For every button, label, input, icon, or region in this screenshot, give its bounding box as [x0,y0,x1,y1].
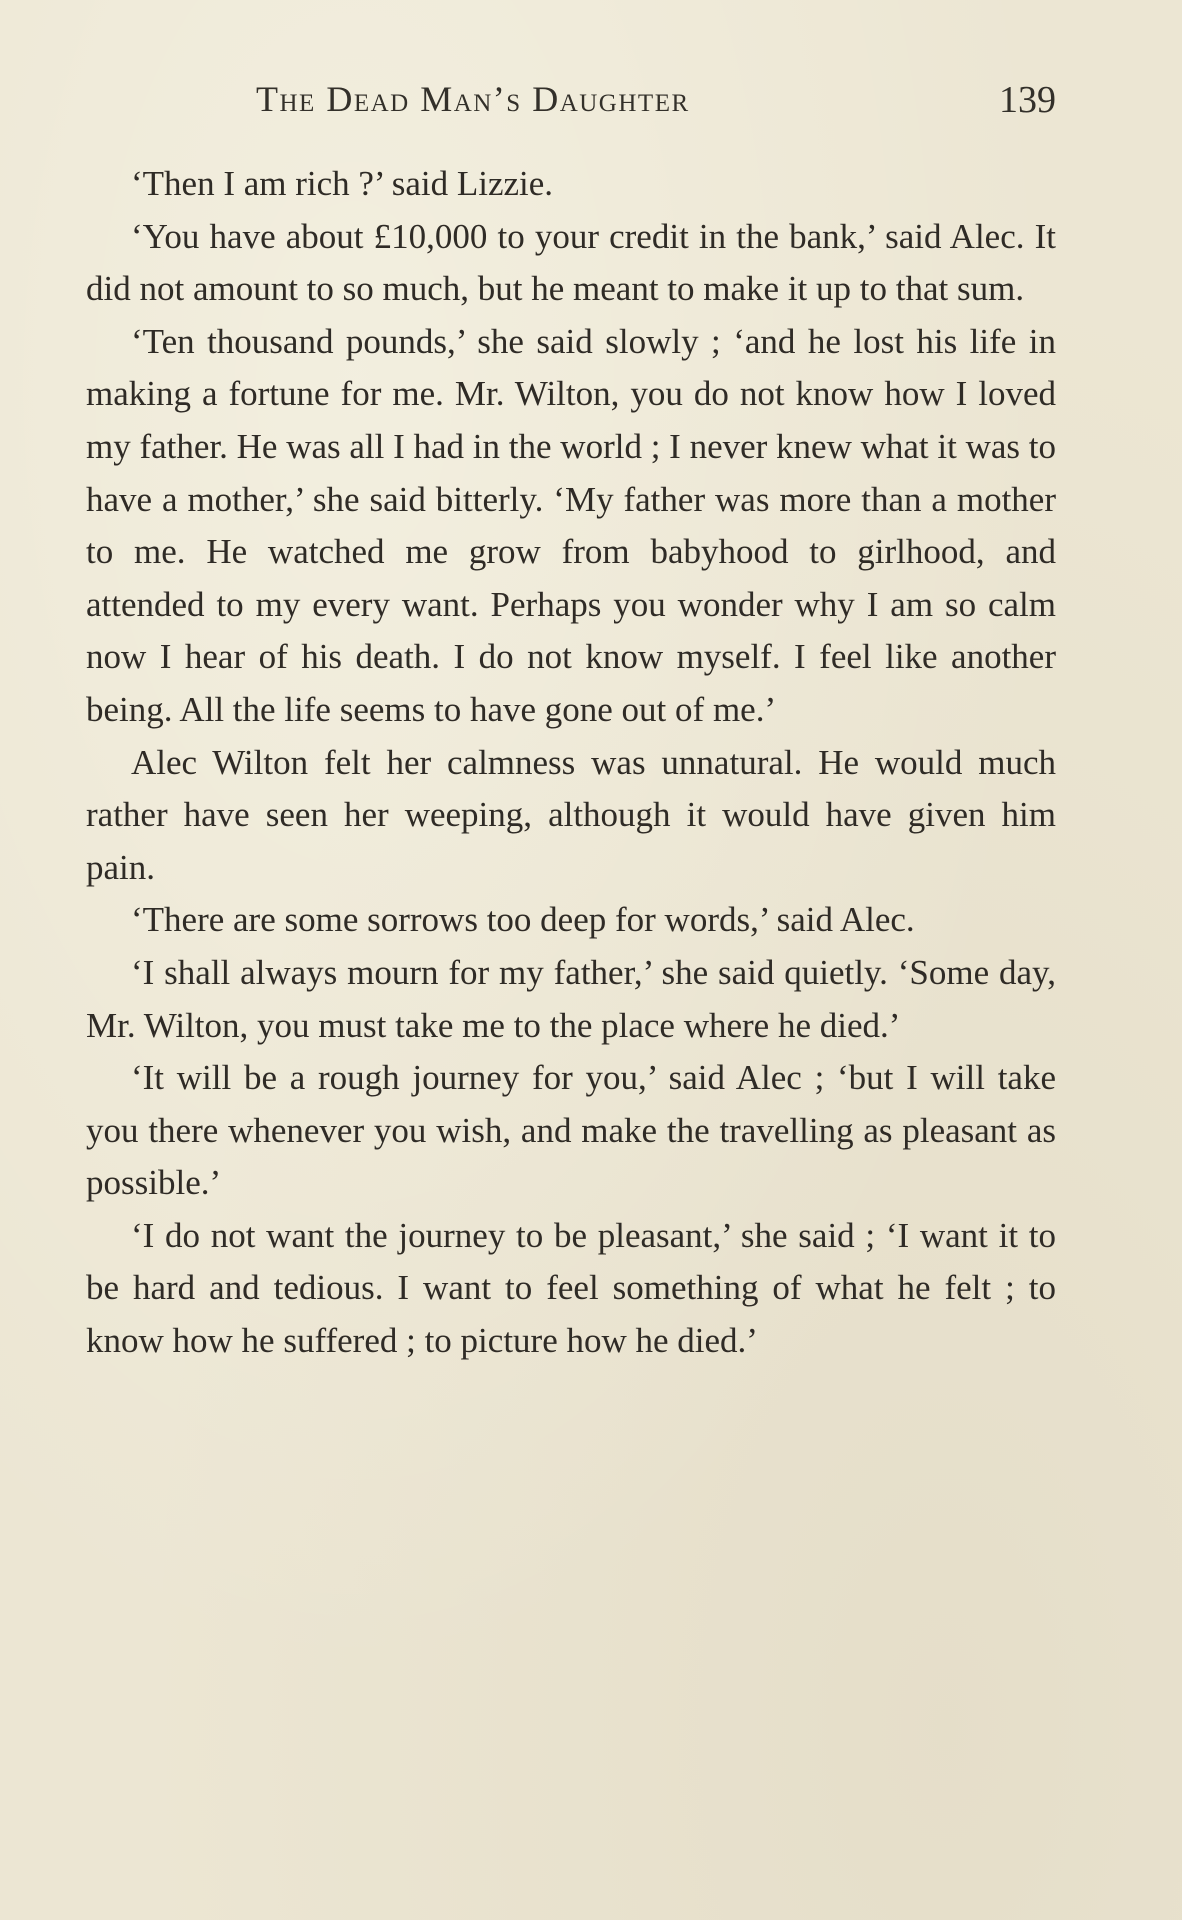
paragraph: ‘Ten thousand pounds,’ she said slowly ; ‘and he lost his life in making a fortune for me. Mr. Wilton, you do not know how I loved my father. He was all I had in the world ; I never knew what it was to have a mother,’ she said bitterly. ‘My father was more than a mother to me. He watched me grow from babyhood to girlhood, and attended to my every want. Perhaps you wonder why I am so calm now I hear of his death. I do not know myself. I feel like another being. All the life seems to have gone out of me.’ [86,321,1057,729]
body-text [86,158,1056,1368]
paragraph: Alec Wilton felt her calmness was unnatural. He would much rather have seen her weeping, although it would have given him pain. [86,742,1056,887]
paragraph: ‘There are some sorrows too deep for words,’ said Alec. [131,900,915,940]
paragraph: ‘It will be a rough journey for you,’ said Alec ; ‘but I will take you there whenever you wish, and make the travelling as pleasant as possible.’ [86,1058,1056,1203]
running-head [86,78,1056,128]
paragraph: ‘I do not want the journey to be pleasant,’ she said ; ‘I want it to be hard and tedious. I want to feel something of what he felt ; to know how he suffered ; to picture how he died.’ [86,1215,1056,1361]
running-head-title: The Dead Man’s Daughter [256,79,690,119]
page-number: 139 [999,79,1056,121]
paragraph: ‘You have about £10,000 to your credit in the bank,’ said Alec. It did not amount to so much, but he meant to make it up to that sum. [86,216,1056,309]
paragraph: ‘Then I am rich ?’ said Lizzie. [131,164,554,203]
paragraph: ‘I shall always mourn for my father,’ she said quietly. ‘Some day, Mr. Wilton, you must take me to the place where he died.’ [86,952,1056,1045]
